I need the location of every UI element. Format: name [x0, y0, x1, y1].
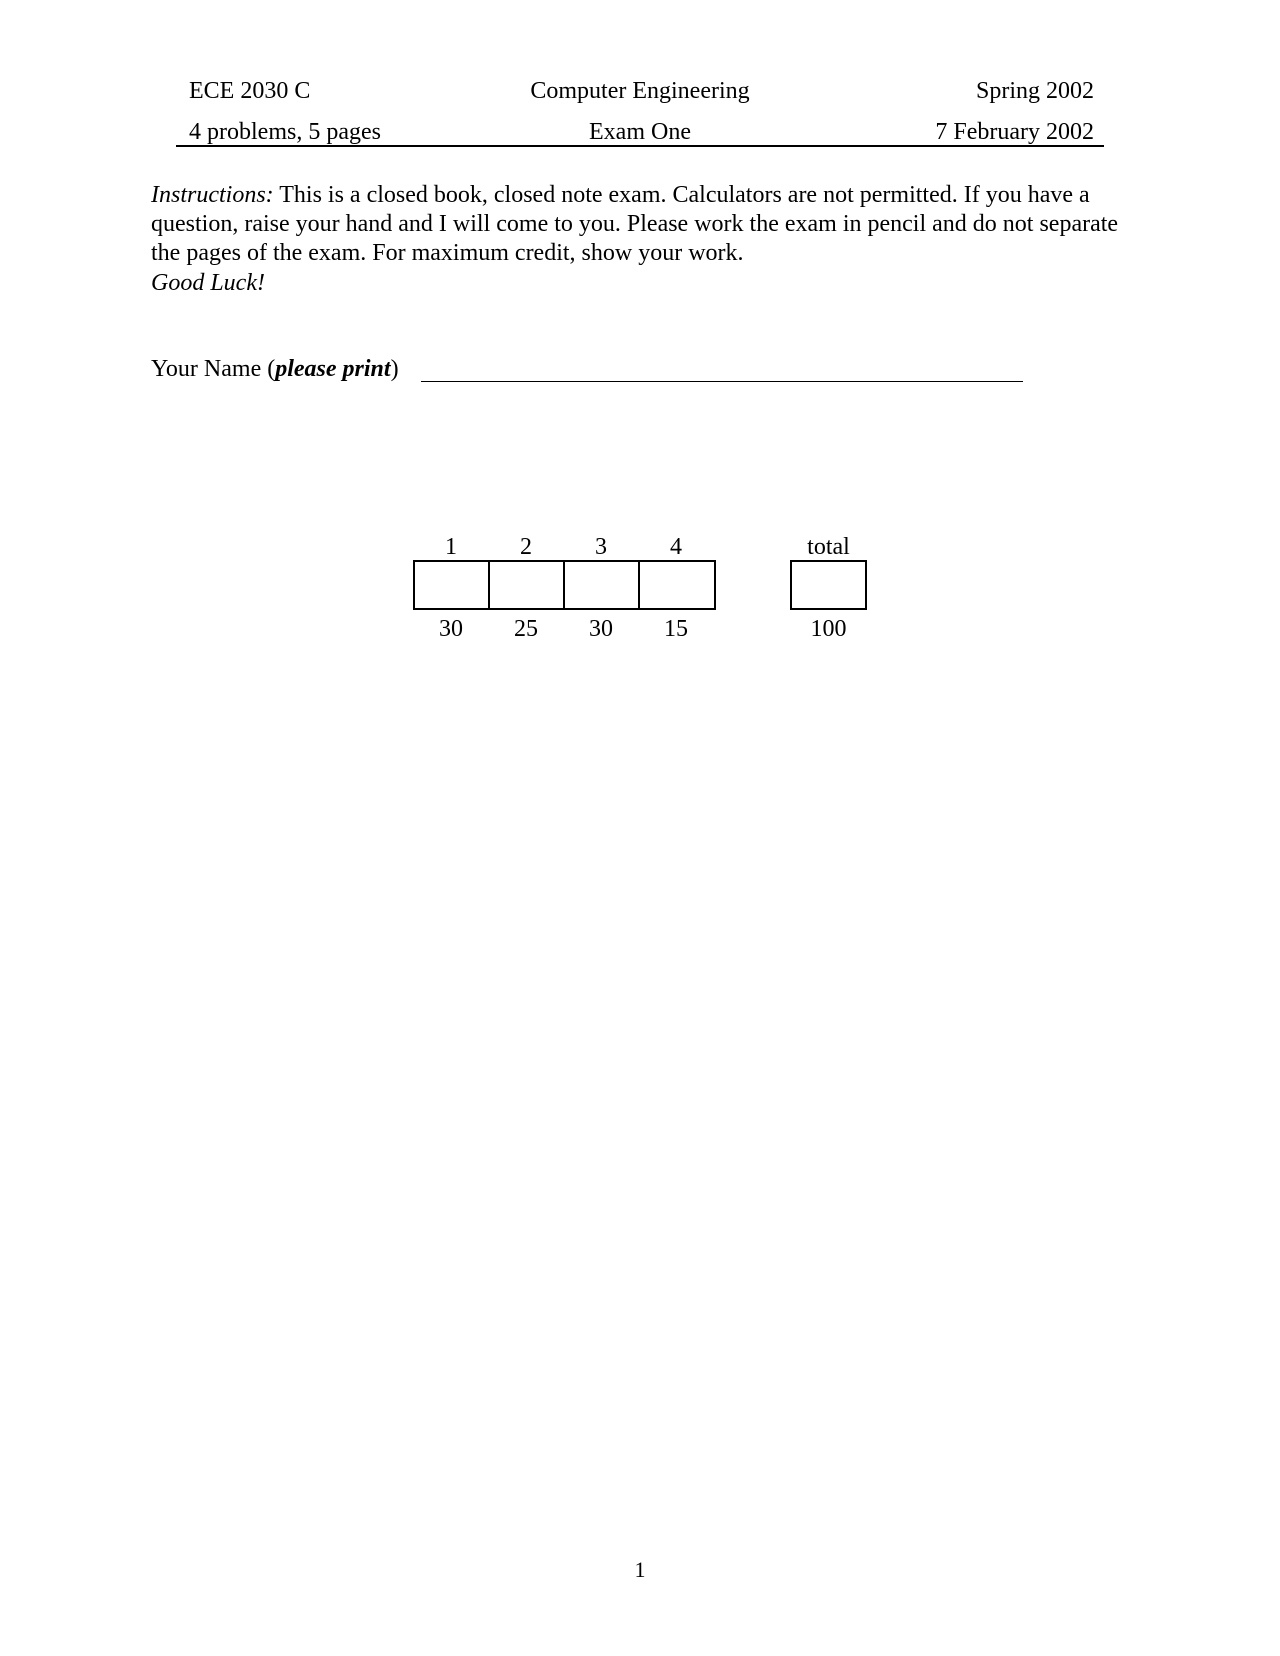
header-divider: [176, 145, 1104, 147]
instructions-label: Instructions:: [151, 182, 274, 208]
problem-1-number: 1: [445, 534, 457, 560]
problem-4-score-box[interactable]: [640, 562, 714, 608]
score-boxes: [413, 560, 716, 610]
problem-1-score-box[interactable]: [415, 562, 490, 608]
header-row-exam: [176, 117, 1104, 147]
problem-2-score-box[interactable]: [490, 562, 565, 608]
problem-3-score-box[interactable]: [565, 562, 640, 608]
page-number: 1: [634, 1557, 646, 1582]
instructions-paragraph: [151, 181, 1121, 268]
total-label: total: [807, 534, 850, 560]
problem-1-points: 30: [439, 616, 463, 642]
name-prompt-emphasis: please print: [275, 356, 391, 382]
instructions-text: This is a closed book, closed note exam. Calculators are not permitted. If you have a question, raise your hand and I will come to you. Please work the exam in pencil and do not separate the pages of the exam. For maximum credit, show your work.: [151, 182, 1119, 266]
problem-3-points: 30: [589, 616, 613, 642]
department: Computer Engineering: [530, 78, 750, 104]
exam-title: Exam One: [589, 119, 691, 145]
problem-3-number: 3: [595, 534, 607, 560]
name-prompt: [151, 354, 399, 384]
header-row-course: [176, 76, 1104, 106]
problem-4-points: 15: [664, 616, 688, 642]
total-points: 100: [810, 616, 847, 642]
problem-2-points: 25: [514, 616, 538, 642]
problem-2-number: 2: [520, 534, 532, 560]
problem-4-number: 4: [670, 534, 682, 560]
name-prompt-prefix: Your Name (: [151, 356, 276, 382]
problems-pages: 4 problems, 5 pages: [189, 119, 381, 145]
total-score-box[interactable]: [790, 560, 867, 610]
exam-date: 7 February 2002: [935, 119, 1094, 145]
term: Spring 2002: [975, 78, 1094, 104]
name-prompt-suffix: ): [390, 356, 399, 382]
name-write-line[interactable]: [421, 381, 1023, 382]
good-luck-text: Good Luck!: [151, 270, 265, 296]
course-code: ECE 2030 C: [189, 78, 311, 104]
